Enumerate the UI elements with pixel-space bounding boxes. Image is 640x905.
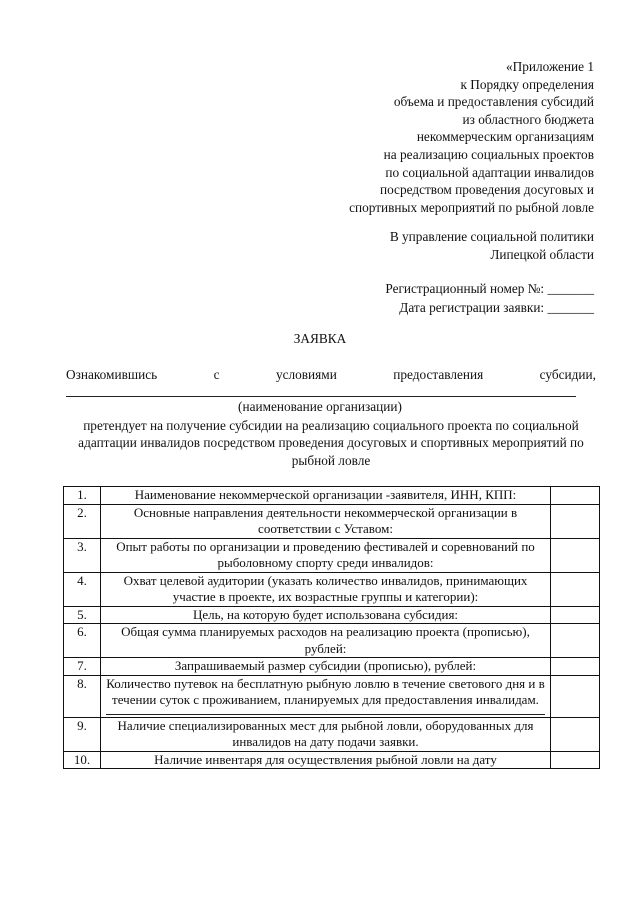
registration-number-label: Регистрационный номер №: _______	[385, 281, 594, 296]
row-question	[101, 606, 551, 624]
intro-word: предоставления	[393, 367, 484, 382]
addressee-line: В управление социальной политики	[389, 229, 594, 244]
intro-word: с	[213, 367, 220, 382]
row-number: 9.	[64, 717, 101, 751]
addressee-block	[390, 228, 594, 263]
row-answer-cell[interactable]	[551, 717, 600, 751]
claim-paragraph: претендует на получение субсидии на реализацию социального проекта по социальной адаптации инвалидов посредством проведения досуговых и спортивных мероприятий по рыбной ловле	[78, 418, 584, 468]
row-answer-cell[interactable]	[551, 658, 600, 676]
row-answer-cell[interactable]	[551, 624, 600, 658]
row-number: 5.	[64, 606, 101, 624]
row-answer-cell[interactable]	[551, 487, 600, 505]
row-question	[101, 751, 551, 769]
row-answer-cell[interactable]	[551, 538, 600, 572]
organization-name-line	[66, 396, 576, 397]
appendix-line: объема и предоставления субсидий	[393, 94, 594, 110]
row-answer-cell[interactable]	[551, 675, 600, 717]
row-question-text: Основные направления деятельности некоммерческой организации в соответствии с Уставом:	[133, 504, 518, 536]
row-question-text: Опыт работы по организации и проведению фестивалей и соревнований по рыболовному спорту среди инвалидов:	[116, 538, 535, 570]
row-answer-cell[interactable]	[551, 606, 600, 624]
row-number: 1.	[64, 487, 101, 505]
intro-word: Ознакомившись	[66, 367, 158, 382]
intro-line	[66, 367, 596, 383]
registration-date-label: Дата регистрации заявки: _______	[399, 300, 594, 315]
row-question-text: Наличие специализированных мест для рыбной ловли, оборудованных для инвалидов на дату подачи заявки.	[117, 717, 534, 749]
row-number: 2.	[64, 504, 101, 538]
row-question-text: Охват целевой аудитории (указать количество инвалидов, принимающих участие в проекте, их возрастные группы и категории):	[123, 572, 528, 604]
row-question-text: Цель, на которую будет использована субсидия:	[192, 606, 459, 622]
appendix-line: на реализацию социальных проектов	[383, 146, 594, 162]
table-row	[64, 606, 600, 624]
row-question	[101, 658, 551, 676]
row-question	[101, 487, 551, 505]
appendix-header	[349, 58, 594, 216]
appendix-line: из областного бюджета	[462, 111, 594, 127]
appendix-line: «Приложение 1	[506, 59, 594, 74]
row-answer-cell[interactable]	[551, 504, 600, 538]
intro-word: условиями	[275, 367, 337, 382]
row-question	[101, 624, 551, 658]
appendix-line: по социальной адаптации инвалидов	[385, 164, 594, 180]
table-row	[64, 751, 600, 769]
row-question	[101, 538, 551, 572]
row-number: 6.	[64, 624, 101, 658]
document-title: ЗАЯВКА	[293, 331, 347, 346]
appendix-line: некоммерческим организациям	[416, 129, 594, 145]
row-question-text: Общая сумма планируемых расходов на реализацию проекта (прописью), рублей:	[121, 624, 530, 656]
row-question	[101, 717, 551, 751]
row-question-text: Запрашиваемый размер субсидии (прописью), рублей:	[174, 658, 477, 673]
row-question-text: Количество путевок на бесплатную рыбную ловлю в течение светового дня и в течении суток с проживанием, планируемых для предоставления инвалидам.	[106, 675, 545, 707]
table-row	[64, 675, 600, 717]
appendix-line: к Порядку определения	[460, 76, 594, 92]
answer-underline	[106, 709, 545, 715]
appendix-line: спортивных мероприятий по рыбной ловле	[349, 199, 594, 215]
table-row	[64, 717, 600, 751]
registration-block	[385, 279, 594, 317]
row-number: 3.	[64, 538, 101, 572]
row-number: 8.	[64, 675, 101, 717]
row-question	[101, 572, 551, 606]
addressee-line: Липецкой области	[490, 246, 594, 262]
application-table	[63, 486, 600, 769]
intro-word: субсидии,	[539, 367, 596, 382]
row-question-text: Наименование некоммерческой организации -заявителя, ИНН, КПП:	[134, 487, 517, 502]
table-row	[64, 504, 600, 538]
table-row	[64, 538, 600, 572]
organization-caption: (наименование организации)	[238, 399, 402, 414]
table-row	[64, 487, 600, 505]
table-row	[64, 572, 600, 606]
row-number: 10.	[64, 751, 101, 769]
appendix-line: посредством проведения досуговых и	[379, 182, 594, 198]
row-question	[101, 504, 551, 538]
row-question-text: Наличие инвентаря для осуществления рыбной ловли на дату	[154, 751, 497, 767]
table-row	[64, 624, 600, 658]
row-answer-cell[interactable]	[551, 751, 600, 769]
row-number: 7.	[64, 658, 101, 676]
row-number: 4.	[64, 572, 101, 606]
row-question	[101, 675, 551, 717]
table-row	[64, 658, 600, 676]
row-answer-cell[interactable]	[551, 572, 600, 606]
